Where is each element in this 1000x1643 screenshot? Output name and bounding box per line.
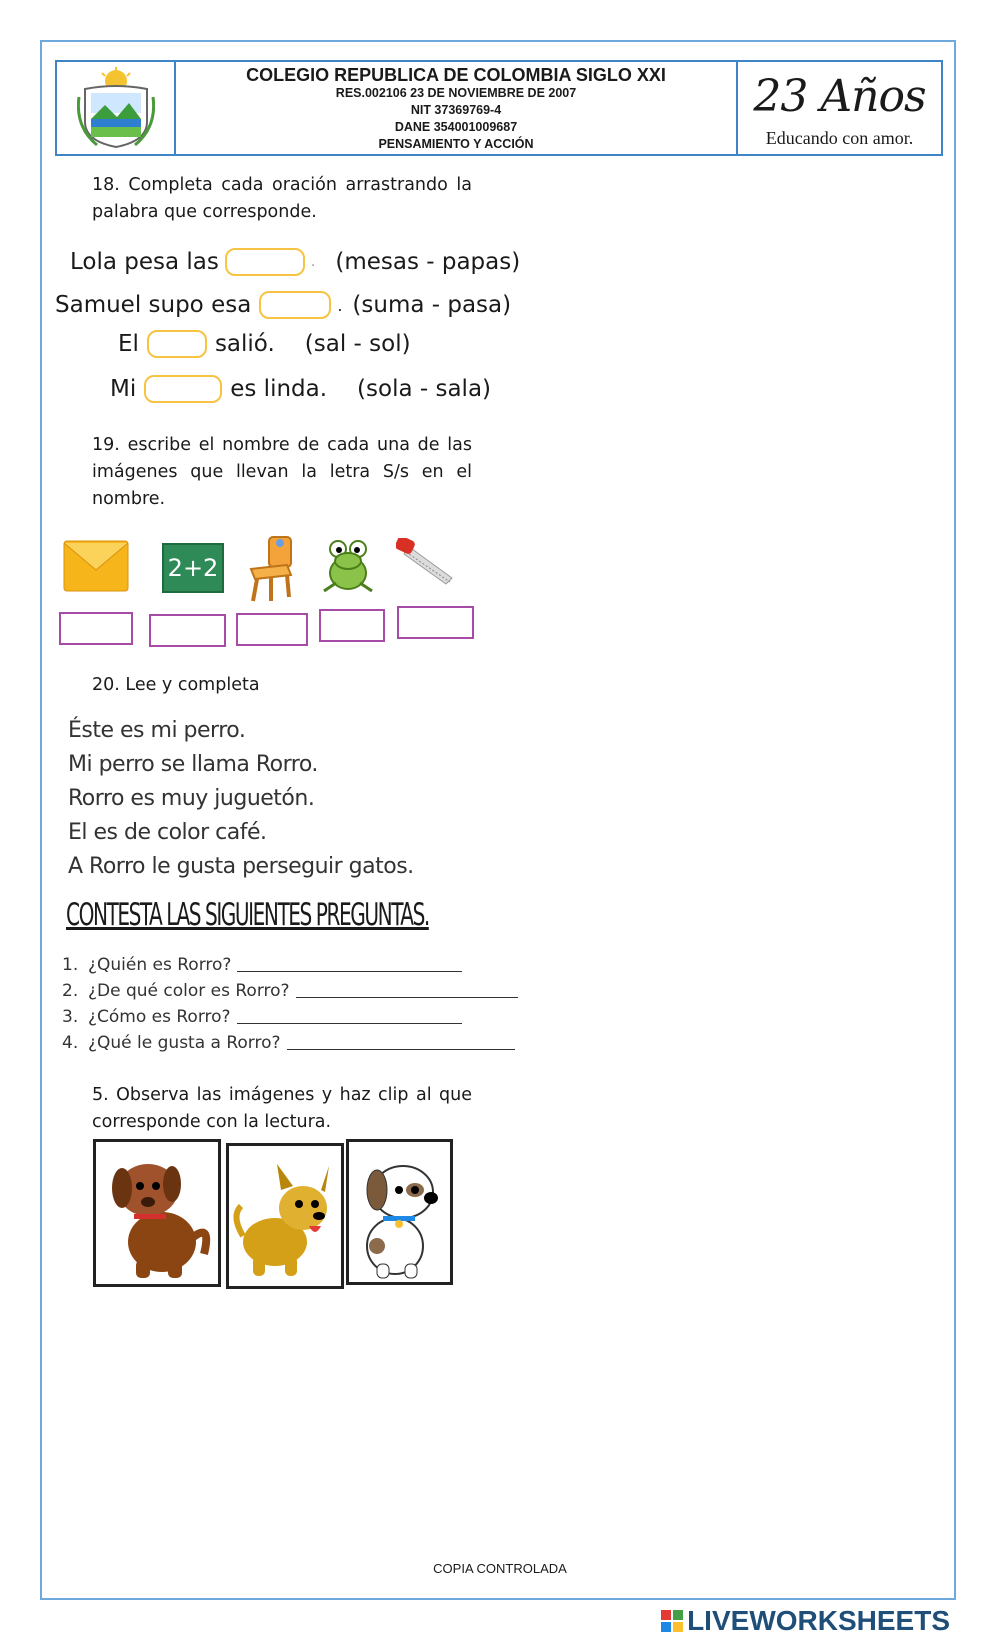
name-input-box[interactable] — [236, 613, 308, 646]
q20-instruction: 20. Lee y completa — [92, 675, 260, 695]
sentence-row — [118, 330, 411, 358]
q18-instruction: 18. Completa cada oración arrastrando la palabra que corresponde. — [92, 175, 472, 222]
anniversary-years: 23 Años — [753, 71, 926, 122]
saw-icon — [396, 538, 456, 592]
board-text: 2+2 — [162, 543, 224, 593]
questions-heading: CONTESTA LAS SIGUIENTES PREGUNTAS. — [66, 897, 429, 933]
sentence-row — [110, 375, 491, 403]
word-options: (sal - sol) — [304, 331, 411, 357]
word-options: (mesas - papas) — [335, 249, 521, 275]
q19-instruction: 19. escribe el nombre de cada una de las imágenes que llevan la letra S/s en el nombre. — [92, 435, 472, 509]
school-name: COLEGIO REPUBLICA DE COLOMBIA SIGLO XXI — [246, 65, 666, 85]
reading-line: Mi perro se llama Rorro. — [68, 752, 318, 777]
sentence-text: . — [310, 254, 316, 270]
question-number: 1. — [62, 955, 79, 975]
chair-icon — [245, 535, 297, 607]
name-input-box[interactable] — [397, 606, 474, 639]
liveworksheets-logo-icon — [661, 1610, 683, 1632]
frog-icon — [320, 535, 376, 599]
sum-board-icon — [162, 543, 224, 593]
controlled-copy-note: COPIA CONTROLADA — [433, 1561, 567, 1576]
name-input-box[interactable] — [59, 612, 133, 645]
dog-option-yellow[interactable] — [226, 1143, 344, 1289]
dog-option-brown[interactable] — [93, 1139, 221, 1287]
school-crest-icon — [77, 67, 155, 149]
sentence-row — [70, 248, 520, 276]
question-text: ¿De qué color es Rorro? — [88, 981, 290, 1001]
sentence-text: Mi — [110, 376, 137, 402]
sentence-text: Samuel supo esa — [55, 292, 252, 318]
reading-line: El es de color café. — [68, 820, 267, 845]
dog-option-white[interactable] — [346, 1139, 453, 1285]
liveworksheets-brand[interactable] — [661, 1605, 950, 1637]
reading-line: Éste es mi perro. — [68, 718, 246, 743]
question-number: 4. — [62, 1033, 79, 1053]
brand-name: LIVEWORKSHEETS — [687, 1605, 950, 1636]
name-input-box[interactable] — [319, 609, 385, 642]
sentence-text: salió. — [214, 331, 275, 357]
question-row — [62, 981, 518, 1001]
sentence-row — [55, 291, 511, 319]
anniversary-box — [738, 62, 941, 154]
sentence-text: Lola pesa las — [70, 249, 219, 275]
question-text: ¿Quién es Rorro? — [88, 955, 232, 975]
answer-line[interactable] — [237, 1007, 462, 1024]
name-input-box[interactable] — [149, 614, 226, 647]
nit: NIT 37369769-4 — [410, 103, 502, 117]
question-row — [62, 955, 462, 975]
question-number: 3. — [62, 1007, 79, 1027]
school-logo — [57, 62, 176, 154]
question-row — [62, 1007, 462, 1027]
question-text: ¿Cómo es Rorro? — [88, 1007, 231, 1027]
word-options: (suma - pasa) — [352, 292, 512, 318]
yellow-puppy-icon — [229, 1146, 341, 1286]
sentence-text: . — [337, 295, 343, 315]
school-header — [55, 60, 943, 156]
reading-line: A Rorro le gusta perseguir gatos. — [68, 854, 414, 879]
drop-blank[interactable] — [144, 375, 222, 403]
drop-blank[interactable] — [259, 291, 331, 319]
question-number: 2. — [62, 981, 79, 1001]
drop-blank[interactable] — [225, 248, 305, 276]
sentence-text: es linda. — [230, 376, 328, 402]
answer-line[interactable] — [296, 981, 518, 998]
resolution: RES.002106 23 DE NOVIEMBRE DE 2007 — [335, 86, 577, 100]
school-info — [176, 62, 738, 154]
word-options: (sola - sala) — [357, 376, 492, 402]
sentence-text: El — [118, 331, 139, 357]
question-text: ¿Qué le gusta a Rorro? — [88, 1033, 281, 1053]
drop-blank[interactable] — [147, 330, 207, 358]
envelope-icon — [63, 540, 129, 596]
answer-line[interactable] — [237, 955, 462, 972]
white-dog-icon — [349, 1142, 450, 1282]
question-row — [62, 1033, 515, 1053]
answer-line[interactable] — [287, 1033, 515, 1050]
reading-line: Rorro es muy juguetón. — [68, 786, 315, 811]
tagline: Educando con amor. — [765, 128, 914, 148]
q5-instruction: 5. Observa las imágenes y haz clip al que corresponde con la lectura. — [92, 1085, 472, 1132]
school-motto: PENSAMIENTO Y ACCIÓN — [378, 137, 534, 151]
brown-dog-icon — [96, 1142, 218, 1284]
dane: DANE 354001009687 — [394, 120, 518, 134]
